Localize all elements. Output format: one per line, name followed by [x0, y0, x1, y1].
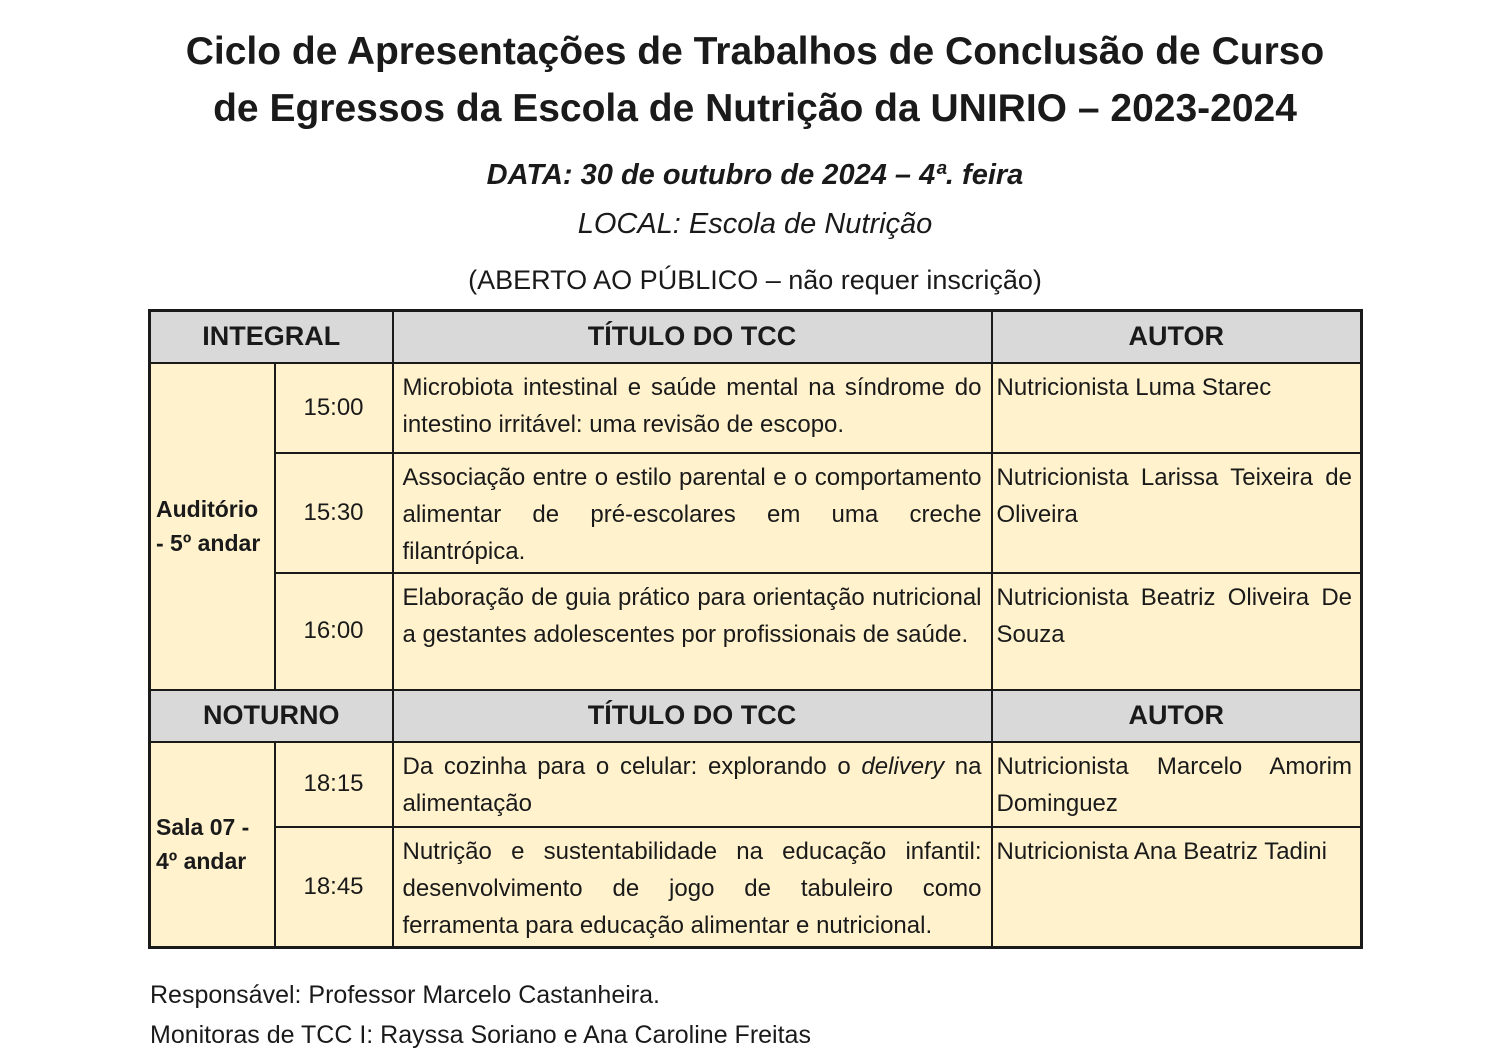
tcc-title-text: Elaboração de guia prático para orientação nutricional a gestantes adolescentes por profissionais de saúde.: [402, 583, 982, 648]
author-cell: Nutricionista Luma Starec: [992, 363, 1362, 453]
author-cell: Nutricionista Larissa Teixeira de Oliveira: [992, 453, 1362, 573]
column-header-titulo: TÍTULO DO TCC: [393, 311, 992, 363]
tcc-title-tail: na alimentação: [402, 752, 982, 817]
column-header-autor: AUTOR: [992, 690, 1362, 742]
author-cell: Nutricionista Ana Beatriz Tadini: [992, 827, 1362, 948]
column-header-titulo: TÍTULO DO TCC: [393, 690, 992, 742]
page-title: [60, 24, 1450, 137]
tcc-title-cell: [393, 742, 992, 827]
tcc-title-cell: [393, 363, 992, 453]
responsible-line: Responsável: Professor Marcelo Castanheira.: [150, 980, 660, 1009]
integral-header-row: [150, 311, 1362, 363]
section-noturno: [150, 690, 1362, 948]
period-header-integral: INTEGRAL: [150, 311, 393, 363]
tcc-title-text: Microbiota intestinal e saúde mental na síndrome do intestino irritável: uma revisão de escopo.: [402, 373, 982, 438]
room-cell-sala07: Sala 07 - 4º andar: [150, 742, 275, 948]
period-header-noturno: NOTURNO: [150, 690, 393, 742]
tcc-title-italic: delivery: [861, 752, 945, 780]
noturno-header-row: [150, 690, 1362, 742]
section-integral: [150, 311, 1362, 690]
table-row-1530: [150, 453, 1362, 573]
schedule-table: [148, 309, 1363, 949]
tcc-title-text: Nutrição e sustentabilidade na educação infantil: desenvolvimento de jogo de tabuleiro como ferramenta para educação alimentar e nutricional.: [402, 837, 982, 939]
footer: [150, 981, 1510, 1050]
tcc-title-cell: [393, 573, 992, 690]
monitors-line: Monitoras de TCC I: Rayssa Soriano e Ana Caroline Freitas: [150, 1020, 811, 1049]
tcc-title-cell: [393, 827, 992, 948]
time-cell: 18:15: [275, 742, 393, 827]
tcc-title-text: Associação entre o estilo parental e o comportamento alimentar de pré-escolares em uma creche filantrópica.: [402, 463, 982, 565]
page-title-line2: de Egressos da Escola de Nutrição da UNIRIO – 2023-2024: [213, 86, 1297, 130]
table-row-1815: [150, 742, 1362, 827]
table-row-1500: [150, 363, 1362, 453]
author-cell: Nutricionista Marcelo Amorim Dominguez: [992, 742, 1362, 827]
time-cell: 16:00: [275, 573, 393, 690]
time-cell: 18:45: [275, 827, 393, 948]
event-location: LOCAL: Escola de Nutrição: [577, 208, 933, 241]
author-cell: Nutricionista Beatriz Oliveira De Souza: [992, 573, 1362, 690]
table-row-1600: [150, 573, 1362, 690]
time-cell: 15:30: [275, 453, 393, 573]
tcc-title-cell: [393, 453, 992, 573]
tcc-title-text: Da cozinha para o celular: explorando o: [402, 752, 862, 780]
table-row-1845: [150, 827, 1362, 948]
page-title-line1: Ciclo de Apresentações de Trabalhos de Conclusão de Curso: [185, 30, 1325, 73]
open-public-note: (ABERTO AO PÚBLICO – não requer inscrição): [468, 265, 1042, 296]
event-date: DATA: 30 de outubro de 2024 – 4ª. feira: [486, 159, 1024, 192]
time-cell: 15:00: [275, 363, 393, 453]
room-cell-auditorio: Auditório - 5º andar: [150, 363, 275, 690]
column-header-autor: AUTOR: [992, 311, 1362, 363]
